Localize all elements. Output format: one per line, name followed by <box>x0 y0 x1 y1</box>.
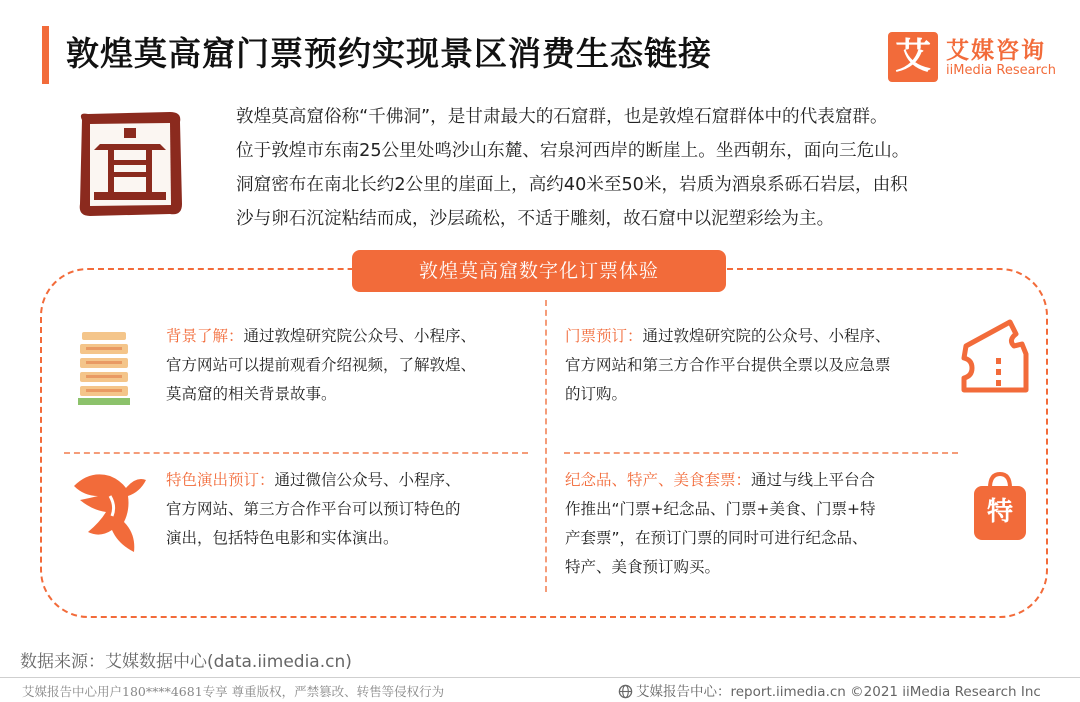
feature-performance <box>166 466 461 553</box>
dancer-icon <box>70 466 150 556</box>
vertical-divider <box>545 300 547 592</box>
title-accent-bar <box>42 26 49 84</box>
footer-report-center <box>618 680 1041 700</box>
feature-text: 特产、美食预订购买。 <box>565 558 721 576</box>
feature-label: 门票预订： <box>565 327 643 345</box>
feature-text: 的订购。 <box>565 385 628 403</box>
shopping-bag-icon <box>970 470 1030 542</box>
footer-copyright-notice: 艾媒报告中心用户180****4681专享 尊重版权，严禁篡改、转售等侵权行为 <box>22 684 445 699</box>
mogao-seal-icon <box>74 108 186 220</box>
globe-icon <box>618 684 633 699</box>
intro-line: 位于敦煌市东南25公里处鸣沙山东麓、宕泉河西岸的断崖上。坐西朝东，面向三危山。 <box>236 141 910 161</box>
feature-label: 纪念品、特产、美食套票： <box>565 471 752 489</box>
intro-line: 沙与卵石沉淀粘结而成，沙层疏松，不适于雕刻，故石窟中以泥塑彩绘为主。 <box>236 209 835 229</box>
logo-mark: 艾 <box>888 32 938 82</box>
feature-combo-tickets <box>565 466 876 582</box>
logo-name-en: iiMedia Research <box>946 63 1057 78</box>
feature-text: 通过与线上平台合 <box>751 471 876 489</box>
feature-label: 背景了解： <box>166 327 244 345</box>
feature-ticket-booking <box>565 322 891 409</box>
feature-text: 作推出“门票+纪念品、门票+美食、门票+特 <box>565 500 876 518</box>
feature-text: 通过敦煌研究院的公众号、小程序、 <box>642 327 891 345</box>
horizontal-divider-left <box>64 452 528 454</box>
intro-line: 敦煌莫高窟俗称“千佛洞”，是甘肃最大的石窟群，也是敦煌石窟群体中的代表窟群。 <box>236 107 888 127</box>
feature-background <box>166 322 476 409</box>
feature-text: 官方网站和第三方合作平台提供全票以及应急票 <box>565 356 891 374</box>
data-source: 数据来源：艾媒数据中心(data.iimedia.cn) <box>20 652 352 672</box>
feature-text: 通过微信公众号、小程序、 <box>274 471 461 489</box>
brand-logo <box>888 32 1068 84</box>
intro-paragraph <box>236 100 1016 236</box>
feature-text: 官方网站可以提前观看介绍视频，了解敦煌、 <box>166 356 477 374</box>
feature-text: 产套票”，在预订门票的同时可进行纪念品、 <box>565 529 868 547</box>
feature-text: 通过敦煌研究院公众号、小程序、 <box>243 327 477 345</box>
section-title-pill: 敦煌莫高窟数字化订票体验 <box>352 250 726 292</box>
bag-text: 特 <box>986 497 1013 527</box>
feature-text: 官方网站、第三方合作平台可以预订特色的 <box>166 500 461 518</box>
footer-divider <box>0 677 1080 678</box>
feature-text: 演出，包括特色电影和实体演出。 <box>166 529 399 547</box>
logo-name-cn: 艾媒咨询 <box>946 38 1046 64</box>
footer-report-text[interactable]: 艾媒报告中心：report.iimedia.cn ©2021 iiMedia Research Inc <box>636 684 1041 700</box>
feature-label: 特色演出预订： <box>166 471 275 489</box>
horizontal-divider-right <box>564 452 958 454</box>
feature-text: 莫高窟的相关背景故事。 <box>166 385 337 403</box>
page-title: 敦煌莫高窟门票预约实现景区消费生态链接 <box>66 34 712 73</box>
ticket-icon <box>958 314 1030 396</box>
experience-panel <box>40 268 1048 618</box>
pagoda-icon <box>76 330 132 406</box>
intro-line: 洞窟密布在南北长约2公里的崖面上，高约40米至50米，岩质为酒泉系砾石岩层，由积 <box>236 175 908 195</box>
